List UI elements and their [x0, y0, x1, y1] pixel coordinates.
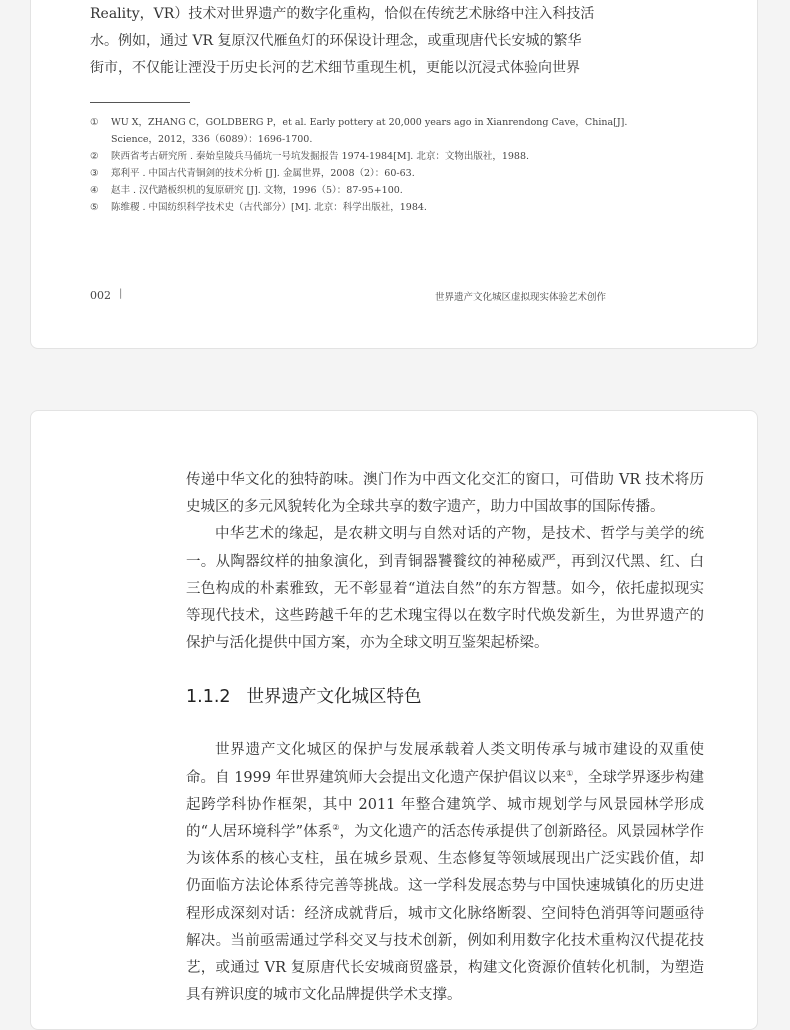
page-body-text [90, 1, 610, 82]
body-line: Reality，VR）技术对世界遗产的数字化重构，恰似在传统艺术脉络中注入科技活 [90, 6, 595, 22]
footnote-reference: ② [332, 823, 340, 833]
footnote-marker: ④ [90, 185, 99, 196]
body-line: 街市，不仅能让湮没于历史长河的艺术细节重现生机，更能以沉浸式体验向世界 [90, 60, 580, 76]
footnote-text: WU X，ZHANG C，GOLDBERG P，et al. Early pottery at 20,000 years ago in Xianrendong Cave，China[J]. [111, 117, 628, 128]
book-page-bottom [30, 410, 758, 1030]
footnote-marker: ③ [90, 168, 99, 179]
paragraph [186, 737, 704, 1009]
paragraph: 中华艺术的缘起，是农耕文明与自然对话的产物，是技术、哲学与美学的统一。从陶器纹样的抽象演化，到青铜器饕餮纹的神秘威严，再到汉代黑、红、白三色构成的朴素雅致，无不彰显着“道法自然”的东方智慧。如今，依托虚拟现实等现代技术，这些跨越千年的艺术瑰宝得以在数字时代焕发新生，为世界遗产的保护与活化提供中国方案，亦为全球文明互鉴架起桥梁。 [186, 526, 704, 652]
footnote-item [90, 114, 650, 148]
paragraph: 传递中华文化的独特韵味。澳门作为中西文化交汇的窗口，可借助 VR 技术将历史城区的多元风貌转化为全球共享的数字遗产，助力中国故事的国际传播。 [186, 472, 704, 516]
footnote-divider [90, 102, 190, 103]
footnote-item [90, 182, 650, 199]
footnote-marker: ① [90, 117, 99, 128]
footnote-item [90, 148, 650, 165]
paragraph-text: 世界遗产文化城区的保护与发展承载着人类文明传承与城市建设的双重使命。自 1999 年世界建筑师大会提出文化遗产保护倡议以来 [186, 742, 704, 786]
page-body-text [186, 467, 704, 1009]
section-heading [186, 685, 704, 709]
book-page-top [30, 0, 758, 349]
footnote-item [90, 199, 650, 216]
footnote-text: 赵丰 . 汉代踏板织机的复原研究 [J]. 文物，1996（5）：87-95+100. [111, 185, 403, 196]
footnotes [90, 114, 650, 216]
running-book-title: 世界遗产文化城区虚拟现实体验艺术创作 [434, 292, 606, 303]
footer-separator: | [119, 288, 123, 299]
section-number: 1.1.2 [186, 687, 231, 708]
footnote-marker: ② [90, 151, 99, 162]
paragraph-text: ，为文化遗产的活态传承提供了创新路径。风景园林学作为该体系的核心支柱，虽在城乡景观、生态修复等领域展现出广泛实践价值，却仍面临方法论体系待完善等挑战。这一学科发展态势与中国快速城镇化的历史进程形成深刻对话：经济成就背后，城市文化脉络断裂、空间特色消弭等问题亟待解决。当前亟需通过学科交叉与技术创新，例如利用数字化技术重构汉代提花技艺，或通过 VR 复原唐代长安城商贸盛景，构建文化资源价值转化机制，为塑造具有辨识度的城市文化品牌提供学术支撑。 [186, 824, 705, 1004]
footnote-text: 陕西省考古研究所 . 秦始皇陵兵马俑坑一号坑发掘报告 1974-1984[M]. 北京：文物出版社，1988. [111, 151, 530, 162]
footnote-text: 郑利平 . 中国古代青铜剑的技术分析 [J]. 金属世界，2008（2）：60-63. [111, 168, 415, 179]
section-title: 世界遗产文化城区特色 [246, 687, 422, 708]
footnote-text: 陈维稷 . 中国纺织科学技术史（古代部分）[M]. 北京：科学出版社，1984. [111, 202, 427, 213]
footnote-item [90, 165, 650, 182]
page-number: 002 [90, 289, 111, 302]
footnote-marker: ⑤ [90, 202, 99, 213]
footnote-reference: ① [566, 768, 574, 778]
footnote-text: Science，2012，336（6089）：1696-1700. [111, 134, 313, 145]
paragraph-text: ，全球学界逐步构建起跨学科协作框架，其中 2011 年整合建筑学、城市规划学与风景园林学形成的“人居环境科学”体系 [186, 769, 705, 841]
body-line: 水。例如，通过 VR 复原汉代雁鱼灯的环保设计理念，或重现唐代长安城的繁华 [90, 33, 582, 49]
